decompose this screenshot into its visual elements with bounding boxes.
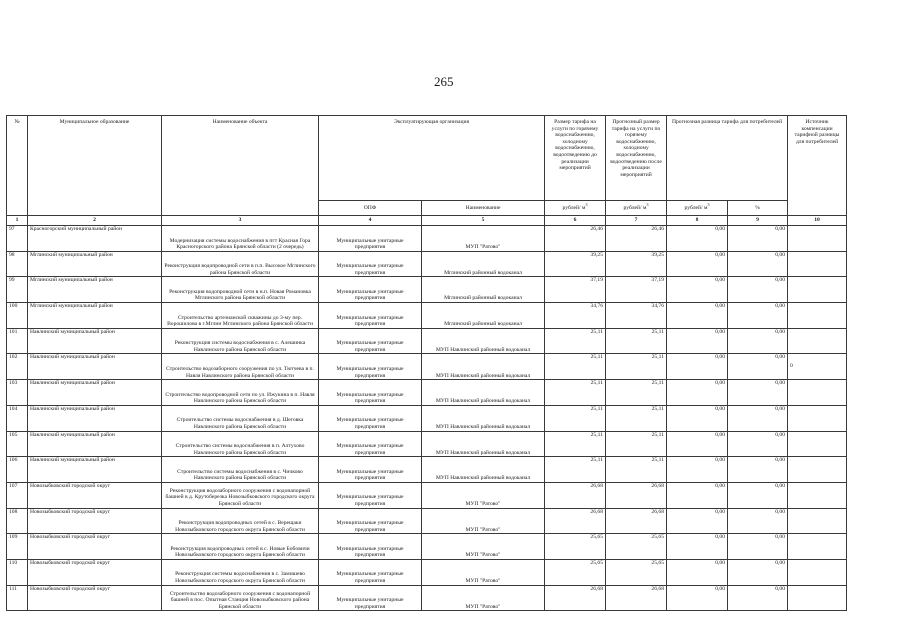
table-row [7, 251, 847, 277]
source-cell [788, 226, 847, 252]
difference-percent-cell: 0,00 [728, 559, 788, 585]
tariff-current-cell: 26,68 [545, 482, 606, 508]
object-name-cell: Строительство системы водоснабжения в с. Чичково Навлинского района Брянской области [162, 457, 319, 483]
tariff-current-cell: 25,11 [545, 328, 606, 354]
row-number: 98 [7, 251, 28, 277]
difference-percent-cell: 0,00 [728, 277, 788, 303]
row-number: 101 [7, 328, 28, 354]
source-cell [788, 585, 847, 611]
municipality-cell: Навлинский муниципальный район [28, 380, 162, 406]
tariff-current-cell: 34,76 [545, 303, 606, 329]
tariff-forecast-cell: 25,11 [606, 328, 667, 354]
operator-opf-cell: Муниципальные унитарные предприятия [319, 405, 422, 431]
difference-percent-cell: 0,00 [728, 585, 788, 611]
operator-opf-cell: Муниципальные унитарные предприятия [319, 328, 422, 354]
column-number: 2 [28, 216, 162, 226]
operator-opf-cell: Муниципальные унитарные предприятия [319, 559, 422, 585]
object-name-cell: Реконструкция водопроводной сети в н.п. Новая Романовка Мглинского района Брянской области [162, 277, 319, 303]
header-row [7, 116, 847, 201]
tariff-table-sheet [6, 115, 846, 611]
municipality-cell: Новозыбковский городской округ [28, 482, 162, 508]
tariff-current-cell: 26,68 [545, 585, 606, 611]
operator-opf-cell: Муниципальные унитарные предприятия [319, 585, 422, 611]
operator-name-cell: МУП Навлинский районный водоканал [422, 328, 545, 354]
operator-opf-cell: Муниципальные унитарные предприятия [319, 303, 422, 329]
operator-opf-cell: Муниципальные унитарные предприятия [319, 508, 422, 534]
operator-name-cell: МУП Навлинский районный водоканал [422, 405, 545, 431]
operator-name-cell: МУП Навлинский районный водоканал [422, 457, 545, 483]
column-number: 9 [728, 216, 788, 226]
municipality-cell: Новозыбковский городской округ [28, 508, 162, 534]
table-row [7, 534, 847, 560]
tariff-current-cell: 37,19 [545, 277, 606, 303]
municipality-cell: Навлинский муниципальный район [28, 405, 162, 431]
difference-rub-cell: 0,00 [667, 482, 728, 508]
row-number: 108 [7, 508, 28, 534]
difference-rub-cell: 0,00 [667, 226, 728, 252]
table-row [7, 226, 847, 252]
header-source: Источник компенсации тарифной разницы для потребителей [788, 116, 847, 216]
column-number: 5 [422, 216, 545, 226]
municipality-cell: Новозыбковский городской округ [28, 585, 162, 611]
table-row [7, 277, 847, 303]
operator-name-cell: МУП "Ратово" [422, 226, 545, 252]
column-number: 3 [162, 216, 319, 226]
column-number: 4 [319, 216, 422, 226]
difference-percent-cell: 0,00 [728, 328, 788, 354]
difference-rub-cell: 0,00 [667, 457, 728, 483]
tariff-forecast-cell: 26,68 [606, 585, 667, 611]
operator-opf-cell: Муниципальные унитарные предприятия [319, 251, 422, 277]
source-cell [788, 380, 847, 406]
row-number: 99 [7, 277, 28, 303]
difference-percent-cell: 0,00 [728, 482, 788, 508]
row-number: 97 [7, 226, 28, 252]
difference-percent-cell: 0,00 [728, 431, 788, 457]
column-number: 7 [606, 216, 667, 226]
table-row [7, 585, 847, 611]
tariff-table [6, 115, 847, 611]
tariff-current-cell: 25,65 [545, 559, 606, 585]
column-number: 1 [7, 216, 28, 226]
row-number: 104 [7, 405, 28, 431]
header-tariff-current: Размер тарифа на услуги по горячему водоснабжению, холодному водоснабжению, водоотведению до реализации мероприятий [545, 116, 606, 201]
row-number: 109 [7, 534, 28, 560]
tariff-current-cell: 25,11 [545, 380, 606, 406]
table-body [7, 226, 847, 611]
header-object: Наименование объекта [162, 116, 319, 216]
tariff-forecast-cell: 37,19 [606, 277, 667, 303]
header-opf: ОПФ [319, 201, 422, 216]
tariff-forecast-cell: 26,68 [606, 508, 667, 534]
difference-rub-cell: 0,00 [667, 303, 728, 329]
difference-rub-cell: 0,00 [667, 405, 728, 431]
tariff-current-cell: 25,65 [545, 534, 606, 560]
operator-name-cell: МУП "Ратово" [422, 508, 545, 534]
object-name-cell: Строительство водопроводной сети по ул. Ижукина в п. Навля Навлинского района Брянской области [162, 380, 319, 406]
operator-name-cell: МУП "Ратово" [422, 585, 545, 611]
difference-percent-cell: 0,00 [728, 226, 788, 252]
difference-rub-cell: 0,00 [667, 585, 728, 611]
municipality-cell: Мглинский муниципальный район [28, 277, 162, 303]
header-no: № [7, 116, 28, 216]
row-number: 100 [7, 303, 28, 329]
difference-percent-cell: 0,00 [728, 251, 788, 277]
object-name-cell: Строительство артезианской скважины до 3-му пер. Ворошилова в г.Мглин Мглинского района Брянской области [162, 303, 319, 329]
difference-rub-cell: 0,00 [667, 508, 728, 534]
difference-percent-cell: 0,00 [728, 405, 788, 431]
header-operator: Эксплуатирующая организация [319, 116, 545, 201]
header-percent: % [728, 201, 788, 216]
difference-percent-cell: 0,00 [728, 457, 788, 483]
operator-name-cell: Мглинский районный водоканал [422, 277, 545, 303]
table-row [7, 328, 847, 354]
header-difference: Прогнозная разница тарифа для потребителей [667, 116, 788, 201]
object-name-cell: Строительство водозаборного сооружения с водонапорной башней в пос. Опытная Станция Новозыбковского района Брянской области [162, 585, 319, 611]
table-row [7, 457, 847, 483]
row-number: 103 [7, 380, 28, 406]
difference-rub-cell: 0,00 [667, 277, 728, 303]
municipality-cell: Новозыбковский городской округ [28, 534, 162, 560]
municipality-cell: Мглинский муниципальный район [28, 303, 162, 329]
header-unit-difference: рублей/ $м^3$ [667, 201, 728, 216]
row-number: 107 [7, 482, 28, 508]
table-row [7, 431, 847, 457]
header-unit-current: рублей/ $м^3$ [545, 201, 606, 216]
tariff-forecast-cell: 26,68 [606, 482, 667, 508]
header-unit-forecast: рублей/ $м^3$ [606, 201, 667, 216]
operator-name-cell: МУП Навлинский районный водоканал [422, 380, 545, 406]
source-cell [788, 431, 847, 457]
operator-opf-cell: Муниципальные унитарные предприятия [319, 431, 422, 457]
municipality-cell: Новозыбковский городской округ [28, 559, 162, 585]
municipality-cell: Навлинский муниципальный район [28, 354, 162, 380]
difference-rub-cell: 0,00 [667, 534, 728, 560]
object-name-cell: Строительство системы водоснабжения в п. Алтухово Навлинского района Брянской области [162, 431, 319, 457]
column-number: 8 [667, 216, 728, 226]
table-row [7, 559, 847, 585]
difference-rub-cell: 0,00 [667, 354, 728, 380]
operator-opf-cell: Муниципальные унитарные предприятия [319, 277, 422, 303]
operator-name-cell: МУП "Ратово" [422, 559, 545, 585]
operator-name-cell: МУП "Ратово" [422, 534, 545, 560]
tariff-current-cell: 39,25 [545, 251, 606, 277]
municipality-cell: Навлинский муниципальный район [28, 457, 162, 483]
municipality-cell: Навлинский муниципальный район [28, 431, 162, 457]
table-row [7, 303, 847, 329]
header-org-name: Наименование [422, 201, 545, 216]
operator-name-cell: Мглинский районный водоканал [422, 303, 545, 329]
municipality-cell: Мглинский муниципальный район [28, 251, 162, 277]
tariff-forecast-cell: 25,11 [606, 380, 667, 406]
source-cell [788, 534, 847, 560]
tariff-forecast-cell: 25,65 [606, 534, 667, 560]
tariff-current-cell: 26,46 [545, 226, 606, 252]
tariff-forecast-cell: 26,46 [606, 226, 667, 252]
operator-opf-cell: Муниципальные унитарные предприятия [319, 226, 422, 252]
row-number: 106 [7, 457, 28, 483]
difference-percent-cell: 0,00 [728, 303, 788, 329]
tariff-current-cell: 26,68 [545, 508, 606, 534]
object-name-cell: Строительство системы водоснабжения в д. Шеговка Навлинского района Брянской области [162, 405, 319, 431]
source-cell [788, 405, 847, 431]
difference-rub-cell: 0,00 [667, 251, 728, 277]
tariff-forecast-cell: 39,25 [606, 251, 667, 277]
source-cell [788, 508, 847, 534]
tariff-forecast-cell: 25,11 [606, 405, 667, 431]
header-municipality: Муниципальное образование [28, 116, 162, 216]
operator-opf-cell: Муниципальные унитарные предприятия [319, 534, 422, 560]
table-row [7, 354, 847, 380]
operator-opf-cell: Муниципальные унитарные предприятия [319, 457, 422, 483]
row-number: 105 [7, 431, 28, 457]
difference-rub-cell: 0,00 [667, 559, 728, 585]
tariff-current-cell: 25,11 [545, 354, 606, 380]
operator-name-cell: Мглинский районный водоканал [422, 251, 545, 277]
difference-percent-cell: 0,00 [728, 508, 788, 534]
table-row [7, 508, 847, 534]
object-name-cell: Реконструкция водопроводных сетей в с. Новые Бобовичи Новозыбковского городского округа Брянской области [162, 534, 319, 560]
tariff-forecast-cell: 25,11 [606, 354, 667, 380]
object-name-cell: Реконструкция водопроводных сетей в с. Верещаки Новозыбковского городского округа Брянской области [162, 508, 319, 534]
source-cell [788, 559, 847, 585]
header-tariff-forecast: Прогнозный размер тарифа на услуги по горячему водоснабжению, холодному водоснабжению, водоотведению после реализации мероприятий [606, 116, 667, 201]
object-name-cell: Реконструкция системы водоснабжения в с. Замишево Новозыбковского городского округа Брянской области [162, 559, 319, 585]
municipality-cell: Красногорский муниципальный район [28, 226, 162, 252]
difference-rub-cell: 0,00 [667, 328, 728, 354]
source-cell [788, 328, 847, 354]
difference-rub-cell: 0,00 [667, 380, 728, 406]
difference-rub-cell: 0,00 [667, 431, 728, 457]
column-number: 6 [545, 216, 606, 226]
source-cell [788, 251, 847, 277]
tariff-current-cell: 25,11 [545, 405, 606, 431]
column-number: 10 [788, 216, 847, 226]
table-row [7, 482, 847, 508]
tariff-current-cell: 25,11 [545, 457, 606, 483]
page-number: 265 [434, 74, 454, 89]
tariff-current-cell: 25,11 [545, 431, 606, 457]
object-name-cell: Реконструкция водозаборного сооружения с водонапорной башней в д. Крутоберезка Новозыбковского городского округа Брянской области [162, 482, 319, 508]
difference-percent-cell: 0,00 [728, 354, 788, 380]
source-cell: 0 [788, 354, 847, 380]
tariff-forecast-cell: 25,11 [606, 431, 667, 457]
row-number: 102 [7, 354, 28, 380]
row-number: 111 [7, 585, 28, 611]
operator-name-cell: МУП Навлинский районный водоканал [422, 431, 545, 457]
tariff-forecast-cell: 25,11 [606, 457, 667, 483]
source-cell [788, 457, 847, 483]
operator-name-cell: МУП Навлинский районный водоканал [422, 354, 545, 380]
tariff-forecast-cell: 34,76 [606, 303, 667, 329]
row-number: 110 [7, 559, 28, 585]
municipality-cell: Навлинский муниципальный район [28, 328, 162, 354]
difference-percent-cell: 0,00 [728, 534, 788, 560]
operator-opf-cell: Муниципальные унитарные предприятия [319, 482, 422, 508]
table-row [7, 405, 847, 431]
column-number-row [7, 216, 847, 226]
object-name-cell: Строительство водозаборного сооружения по ул. Тютчева в п. Навля Навлинского района Брянской области [162, 354, 319, 380]
object-name-cell: Реконструкция водопроводной сети в п.п. Высокое Мглинского района Брянской области [162, 251, 319, 277]
operator-opf-cell: Муниципальные унитарные предприятия [319, 380, 422, 406]
object-name-cell: Модернизация системы водоснабжения в пгт Красная Гора Красногорского района Брянской области (2 очередь) [162, 226, 319, 252]
source-cell [788, 277, 847, 303]
operator-opf-cell: Муниципальные унитарные предприятия [319, 354, 422, 380]
source-cell [788, 482, 847, 508]
object-name-cell: Реконструкция системы водоснабжения в с. Алешинка Навлинского района Брянской области [162, 328, 319, 354]
tariff-forecast-cell: 25,65 [606, 559, 667, 585]
difference-percent-cell: 0,00 [728, 380, 788, 406]
table-row [7, 380, 847, 406]
operator-name-cell: МУП "Ратово" [422, 482, 545, 508]
source-cell [788, 303, 847, 329]
